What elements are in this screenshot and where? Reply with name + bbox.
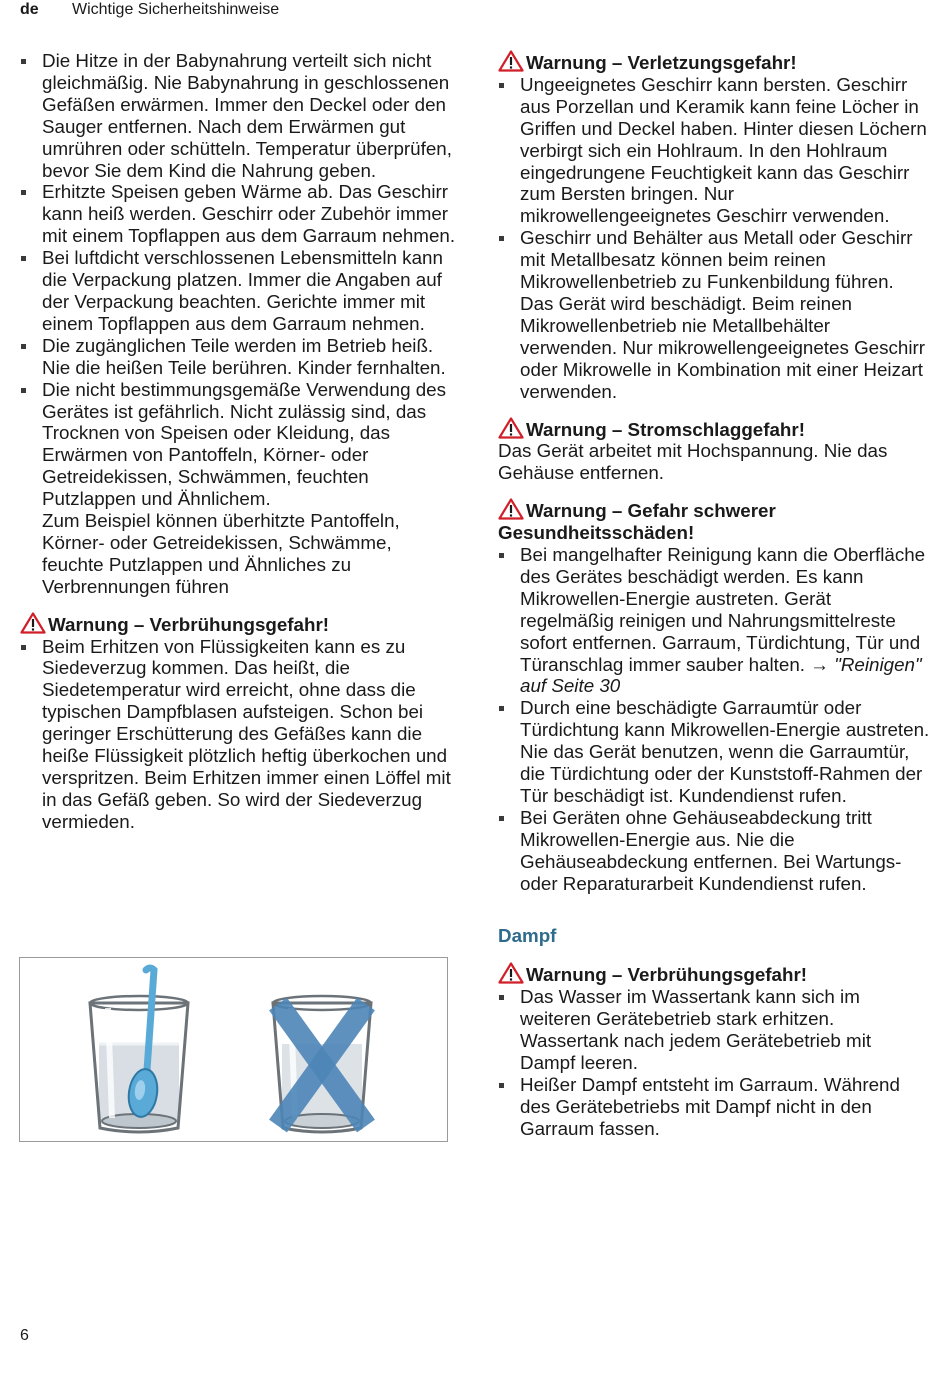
warning-heading-scalding: Warnung – Verbrühungsgefahr! bbox=[20, 612, 456, 636]
list-item: Das Wasser im Wassertank kann sich im weiteren Gerätebetrieb stark erhitzen. Wassertank nach jedem Gerätebetrieb mit Dampf leeren. bbox=[498, 986, 930, 1074]
health-list bbox=[498, 544, 930, 895]
list-item: Beim Erhitzen von Flüssigkeiten kann es zu Siedeverzug kommen. Das heißt, die Siedetemperatur wird erreicht, ohne dass die typischen Dampfblasen aufsteigen. Schon bei geringer Erschütterung des Gefäßes kann die heiße Flüssigkeit plötzlich heftig überkochen und verspritzen. Beim Erhitzen immer einen Löffel mit in das Gefäß geben. So wird der Siedeverzug vermieden. bbox=[20, 636, 456, 833]
steam-list bbox=[498, 986, 930, 1139]
warning-triangle-icon bbox=[498, 417, 524, 439]
list-item: Die Hitze in der Babynahrung verteilt sich nicht gleichmäßig. Nie Babynahrung in geschlossenen Gefäßen erwärmen. Immer den Deckel oder den Sauger entfernen. Nach dem Erwärmen gut umrühren oder schütteln. Temperatur überprüfen, bevor Sie dem Kind die Nahrung geben. bbox=[20, 50, 456, 181]
safety-list bbox=[20, 50, 456, 598]
left-column bbox=[20, 50, 456, 833]
list-item: Ungeeignetes Geschirr kann bersten. Geschirr aus Porzellan und Keramik kann feine Löcher in Griffen und Deckel haben. Hinter diesen Löchern verbirgt sich ein Hohlraum. In den Hohlraum eingedrungene Feuchtigkeit kann das Geschirr zum Bersten bringen. Nur mikrowellengeeignetes Geschirr verwenden. bbox=[498, 74, 930, 227]
list-item: Bei Geräten ohne Gehäuseabdeckung tritt Mikrowellen-Energie aus. Nie die Gehäuseabdeckung entfernen. Bei Wartungs- oder Reparaturarbeit Kundendienst rufen. bbox=[498, 807, 930, 895]
right-column bbox=[498, 50, 930, 1140]
warning-triangle-icon bbox=[498, 962, 524, 984]
crossed-out-glass-illustration bbox=[273, 996, 371, 1132]
warning-triangle-icon bbox=[498, 50, 524, 72]
language-code: de bbox=[20, 1, 39, 18]
page-number: 6 bbox=[20, 1327, 29, 1344]
list-item: Geschirr und Behälter aus Metall oder Geschirr mit Metallbesatz können beim reinen Mikrowellenbetrieb zu Funkenbildung führen. Das Gerät wird beschädigt. Beim reinen Mikrowellenbetrieb nie Metallbehälter verwenden. Nur mikrowellengeeignetes Geschirr oder Mikrowelle in Kombination mit einer Heizart verwenden. bbox=[498, 227, 930, 402]
subheading-steam: Dampf bbox=[498, 924, 557, 946]
arrow-right-icon: → bbox=[810, 653, 829, 675]
list-item: Durch eine beschädigte Garraumtür oder Türdichtung kann Mikrowellen-Energie austreten. Nie das Gerät benutzen, wenn die Garraumtür, die Türdichtung oder der Kunststoff-Rahmen der Tür beschädigt ist. Kundendienst rufen. bbox=[498, 697, 930, 807]
warning-heading-health: Warnung – Gefahr schwerer Gesundheitsschäden! bbox=[498, 500, 776, 544]
warning-heading-electric-shock: Warnung – Stromschlaggefahr! bbox=[498, 417, 930, 441]
list-item: Die zugänglichen Teile werden im Betrieb heiß. Nie die heißen Teile berühren. Kinder fernhalten. bbox=[20, 335, 456, 379]
warning-heading-steam-scalding: Warnung – Verbrühungsgefahr! bbox=[498, 962, 930, 986]
warning-triangle-icon bbox=[498, 498, 524, 520]
list-item-extra: Zum Beispiel können überhitzte Pantoffeln, Körner- oder Getreidekissen, Schwämme, feuchte Putzlappen und Ähnliches zu Verbrennungen führen bbox=[42, 510, 400, 597]
electric-shock-text: Das Gerät arbeitet mit Hochspannung. Nie das Gehäuse entfernen. bbox=[498, 440, 888, 484]
glass-with-spoon-illustration bbox=[90, 968, 188, 1132]
list-item: Bei luftdicht verschlossenen Lebensmitteln kann die Verpackung platzen. Immer die Angaben auf der Verpackung beachten. Gerichte immer mit einem Topflappen aus dem Garraum nehmen. bbox=[20, 247, 456, 335]
list-item: Heißer Dampf entsteht im Garraum. Während des Gerätebetriebs mit Dampf nicht in den Garraum fassen. bbox=[498, 1074, 930, 1140]
page-header bbox=[20, 0, 280, 20]
list-item: Erhitzte Speisen geben Wärme ab. Das Geschirr kann heiß werden. Geschirr oder Zubehör immer mit einem Topflappen aus dem Garraum nehmen. bbox=[20, 181, 456, 247]
cross-reference-link[interactable]: "Reinigen" auf Seite 30 bbox=[520, 653, 922, 697]
list-item: Bei mangelhafter Reinigung kann die Oberfläche des Gerätes beschädigt werden. Es kann Mikrowellen-Energie austreten. Gerät regelmäßig reinigen und Nahrungsmittelreste sofort entfernen. Garraum, Türdichtung, Tür und Türanschlag immer sauber halten. → "Reinigen" auf Seite 30 bbox=[498, 544, 930, 697]
spoon-in-glass-figure bbox=[19, 957, 448, 1142]
warning-triangle-icon bbox=[20, 612, 46, 634]
section-title: Wichtige Sicherheitshinweise bbox=[72, 1, 280, 18]
injury-list bbox=[498, 74, 930, 403]
list-item: Die nicht bestimmungsgemäße Verwendung des Gerätes ist gefährlich. Nicht zulässig sind, das Trocknen von Speisen oder Kleidung, das Erwärmen von Pantoffeln, Körner- oder Getreidekissen, Schwämmen, feuchten Putzlappen und Ähnlichem. Zum Beispiel können überhitzte Pantoffeln, Körner- oder Getreidekissen, Schwämme, feuchte Putzlappen und Ähnliches zu Verbrennungen führen bbox=[20, 379, 456, 598]
warning-heading-injury: Warnung – Verletzungsgefahr! bbox=[498, 50, 930, 74]
scalding-list bbox=[20, 636, 456, 833]
